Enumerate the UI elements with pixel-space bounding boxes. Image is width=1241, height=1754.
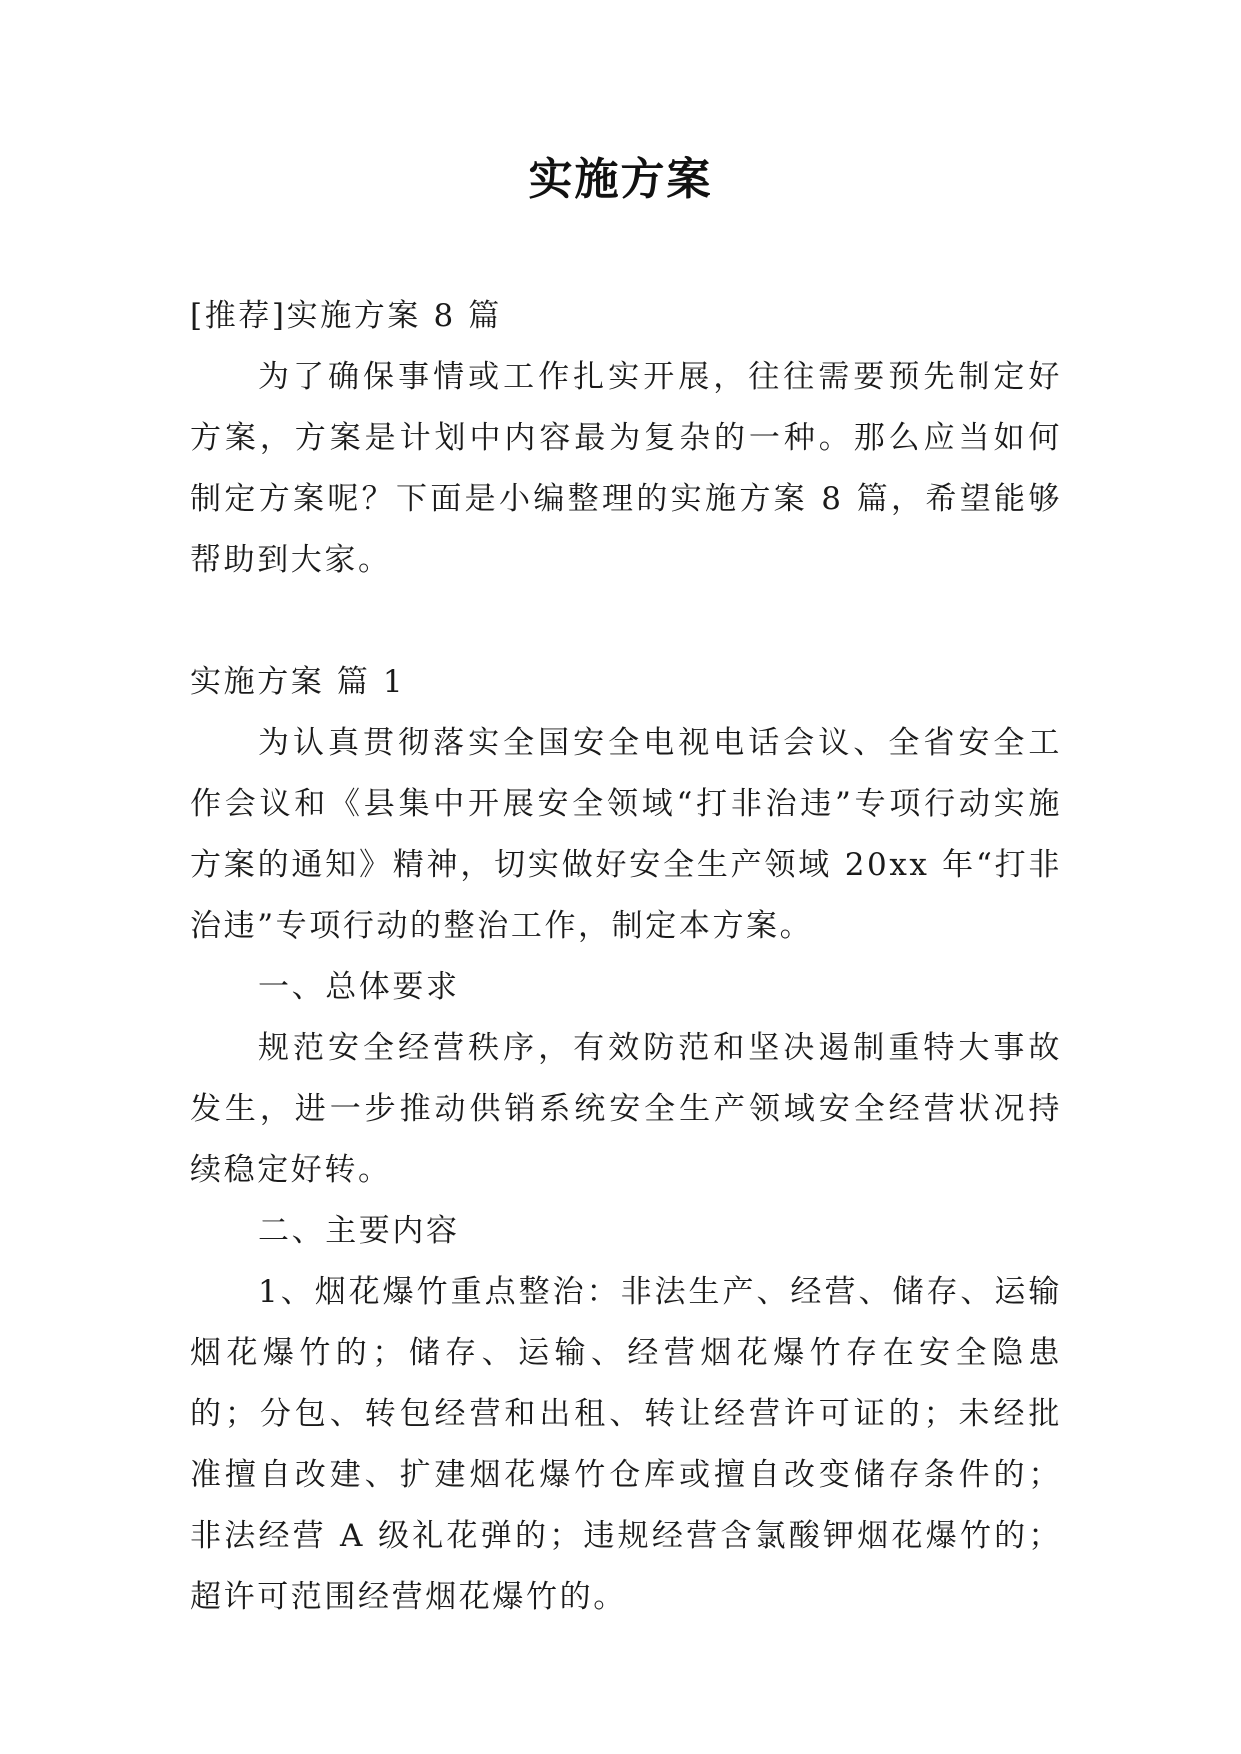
intro-paragraph: 为了确保事情或工作扎实开展，往往需要预先制定好方案，方案是计划中内容最为复杂的一种。那么应当如何制定方案呢？下面是小编整理的实施方案 8 篇，希望能够帮助到大家。 — [190, 359, 1062, 578]
body-paragraph: 为认真贯彻落实全国安全电视电话会议、全省安全工作会议和《县集中开展安全领域“打非治违”专项行动实施方案的通知》精神，切实做好安全生产领域 20xx 年“打非治违”专项行动的整治工作，制定本方案。 — [190, 725, 1062, 944]
body-paragraph: 1、烟花爆竹重点整治：非法生产、经营、储存、运输烟花爆竹的；储存、运输、经营烟花爆竹存在安全隐患的；分包、转包经营和出租、转让经营许可证的；未经批准擅自改建、扩建烟花爆竹仓库或擅自改变储存条件的；非法经营 A 级礼花弹的；违规经营含氯酸钾烟花爆竹的；超许可范围经营烟花爆竹的。 — [190, 1274, 1062, 1615]
heading-main-content: 二、主要内容 — [258, 1213, 460, 1249]
section-heading: 实施方案 篇 1 — [190, 664, 406, 700]
body-paragraph: 规范安全经营秩序，有效防范和坚决遏制重特大事故发生，进一步推动供销系统安全生产领域安全经营状况持续稳定好转。 — [190, 1030, 1062, 1188]
document-body — [190, 286, 1062, 1628]
document-title: 实施方案 — [528, 154, 713, 205]
heading-general-requirements: 一、总体要求 — [258, 969, 460, 1005]
document-subtitle: [推荐]实施方案 8 篇 — [190, 298, 502, 334]
